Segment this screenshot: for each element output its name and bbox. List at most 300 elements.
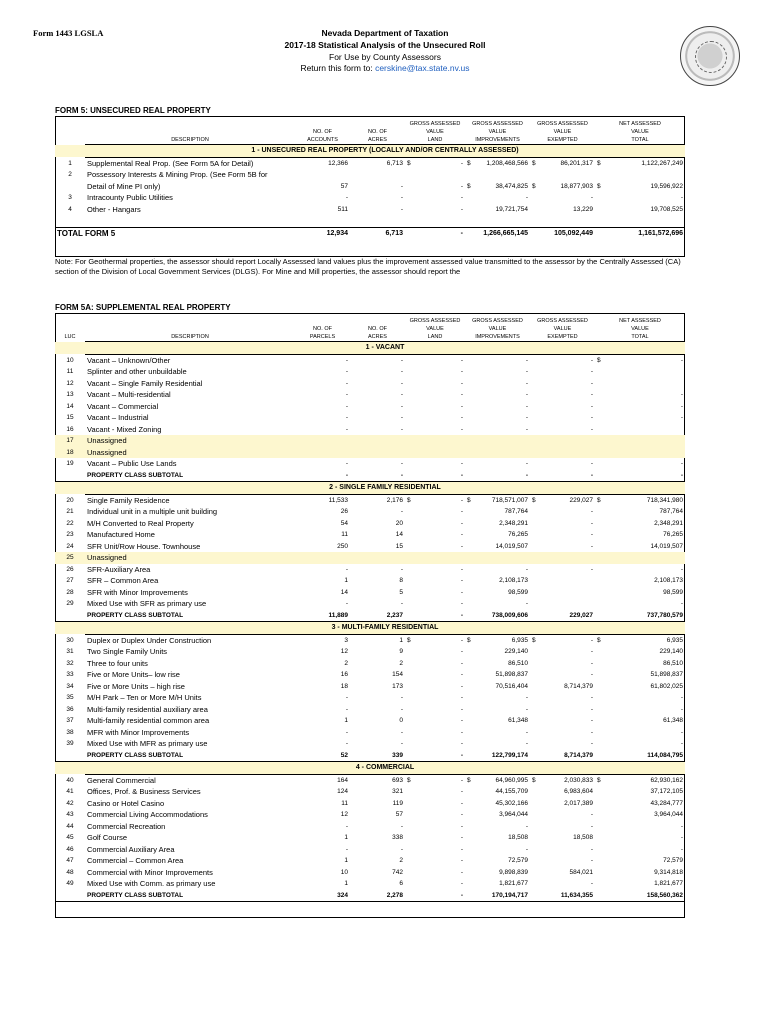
column-header: DESCRIPTION <box>171 137 209 143</box>
row-value: - <box>400 740 403 748</box>
row-value <box>530 598 595 610</box>
row-description: Mixed Use with Comm. as primary use <box>87 879 216 889</box>
row-value: 43,284,777 <box>650 799 683 807</box>
table-row <box>55 727 685 739</box>
form5a-header-row <box>55 317 685 325</box>
row-value: 51,898,837 <box>650 671 683 679</box>
row-value: 19,721,754 <box>495 205 528 213</box>
table-row <box>55 401 685 413</box>
table-row <box>55 192 685 204</box>
row-value: - <box>680 705 683 713</box>
section-band <box>55 622 685 635</box>
row-value: - <box>590 542 593 550</box>
row-value: - <box>400 460 403 468</box>
dollar-sign: $ <box>597 182 601 190</box>
row-value <box>405 552 465 564</box>
land-use-code: 11 <box>66 368 74 376</box>
row-value: - <box>460 205 463 213</box>
row-value: 787,764 <box>659 508 683 516</box>
table-row <box>55 715 685 727</box>
row-description: Splinter and other unbuildable <box>87 367 187 377</box>
row-value: - <box>400 508 403 516</box>
band-spacer <box>55 342 85 355</box>
row-value: - <box>680 402 683 410</box>
row-value: $ 718,571,007 <box>467 496 528 504</box>
row-value: 584,021 <box>569 868 593 876</box>
land-use-code: 43 <box>66 811 74 819</box>
row-description: Vacant – Unknown/Other <box>87 355 171 365</box>
form5a-table <box>55 317 685 902</box>
land-use-code: 23 <box>66 531 74 539</box>
land-use-code: 49 <box>66 880 74 888</box>
row-value: - <box>525 402 528 410</box>
row-value: - <box>525 425 528 433</box>
row-value: - <box>525 694 528 702</box>
table-row <box>55 786 685 798</box>
column-header: PARCELS <box>309 334 336 340</box>
column-header <box>85 325 295 333</box>
subtotal-value: - <box>405 470 465 482</box>
row-value: - <box>460 694 463 702</box>
land-use-code: 20 <box>66 496 74 504</box>
band-spacer <box>55 482 85 495</box>
band-spacer <box>55 762 85 775</box>
row-value: - <box>400 822 403 830</box>
column-header: GROSS ASSESSED <box>537 318 588 324</box>
row-description: M/H Converted to Real Property <box>87 518 194 528</box>
row-value <box>295 169 350 181</box>
row-description: Mixed Use with SFR as primary use <box>87 599 207 609</box>
row-value: 8 <box>399 577 403 585</box>
total-label: TOTAL FORM 5 <box>55 227 295 239</box>
table-row <box>55 832 685 844</box>
table-row <box>55 821 685 833</box>
table-row <box>55 541 685 553</box>
subtotal-value: - <box>595 470 685 482</box>
row-value: $ 6,935 <box>597 636 683 644</box>
row-number <box>55 181 85 193</box>
row-value: 14,019,507 <box>650 542 683 550</box>
row-value: 787,764 <box>504 508 528 516</box>
land-use-code: 35 <box>66 694 74 702</box>
total-value: 1,161,572,696 <box>595 227 685 239</box>
row-value: $ - <box>407 776 463 784</box>
dollar-sign: $ <box>532 159 536 167</box>
table-row <box>55 518 685 530</box>
row-value: - <box>460 194 463 202</box>
row-value <box>295 435 350 447</box>
row-value: - <box>525 600 528 608</box>
row-value: - <box>400 205 403 213</box>
row-value: 45,302,166 <box>495 799 528 807</box>
subtotal-row <box>55 890 685 902</box>
column-header <box>85 128 295 136</box>
table-row <box>55 704 685 716</box>
row-value: $ 86,201,317 <box>532 159 593 167</box>
dollar-sign: $ <box>532 776 536 784</box>
row-value: - <box>460 845 463 853</box>
subtotal-label: PROPERTY CLASS SUBTOTAL <box>85 470 295 482</box>
geothermal-note: Note: For Geothermal properties, the assessor should report Locally Assessed land values plus the improvement assessed value transmitted to the assessor by the Centrally Assessed (CA) section of the Division of Local Government Services (DLGS). For Mine and Mill properties, the assessor should report the <box>55 257 681 276</box>
row-value: 72,579 <box>663 857 683 865</box>
table-row <box>55 424 685 436</box>
column-header: NET ASSESSED <box>619 318 661 324</box>
subtotal-value: 229,027 <box>530 610 595 622</box>
row-value: - <box>590 694 593 702</box>
row-description: Commercial Living Accommodations <box>87 810 208 820</box>
row-value: 164 <box>337 776 348 784</box>
row-value: $ - <box>597 356 683 364</box>
row-description: Intracounty Public Utilities <box>87 193 173 203</box>
table-row <box>55 738 685 750</box>
row-value: 2 <box>344 659 348 667</box>
band-spacer <box>55 145 85 158</box>
row-value <box>595 552 685 564</box>
row-value <box>595 366 685 378</box>
row-value: - <box>460 425 463 433</box>
row-description: Unassigned <box>85 552 295 564</box>
subtotal-value: 2,237 <box>350 610 405 622</box>
row-value: - <box>460 379 463 387</box>
row-value: - <box>460 588 463 596</box>
row-value: 9,898,839 <box>499 868 528 876</box>
row-value: 742 <box>392 868 403 876</box>
row-description: SFR-Auxiliary Area <box>87 564 151 574</box>
row-value: 3,964,044 <box>499 811 528 819</box>
row-value: 693 <box>392 776 403 784</box>
subtotal-value: - <box>350 470 405 482</box>
row-value: - <box>590 811 593 819</box>
subtotal-value: 11,634,355 <box>530 890 595 902</box>
land-use-code: 21 <box>66 508 74 516</box>
total-value: 6,713 <box>350 227 405 239</box>
row-value: - <box>400 379 403 387</box>
table-row <box>55 494 685 506</box>
row-value: 338 <box>392 834 403 842</box>
column-header: IMPROVEMENTS <box>475 137 520 143</box>
row-value: 61,348 <box>508 717 528 725</box>
column-header: LAND <box>427 334 443 340</box>
row-value: - <box>400 694 403 702</box>
row-value: 86,510 <box>508 659 528 667</box>
column-header: VALUE <box>553 326 572 332</box>
land-use-code: 28 <box>66 588 74 596</box>
row-value: - <box>590 822 593 830</box>
row-value: - <box>460 565 463 573</box>
row-value: - <box>680 460 683 468</box>
row-value <box>530 587 595 599</box>
row-value: $ - <box>532 636 593 644</box>
dollar-sign: $ <box>597 496 601 504</box>
row-value: $ 18,877,903 <box>532 182 593 190</box>
form5a-header-row <box>55 333 685 342</box>
subtotal-label: PROPERTY CLASS SUBTOTAL <box>85 890 295 902</box>
row-value: 119 <box>392 799 403 807</box>
column-header <box>350 317 405 325</box>
row-value: 13,229 <box>573 205 593 213</box>
row-value: - <box>590 508 593 516</box>
row-description: Unassigned <box>85 447 295 459</box>
row-value: 14 <box>395 531 403 539</box>
row-value: 2,108,173 <box>654 577 683 585</box>
row-description: Commercial – Common Area <box>87 856 184 866</box>
row-value: 18,508 <box>508 834 528 842</box>
row-value: - <box>460 880 463 888</box>
column-header: VALUE <box>426 326 444 332</box>
row-value: - <box>400 728 403 736</box>
table-row <box>55 575 685 587</box>
subtotal-value: 114,084,795 <box>595 750 685 762</box>
table-row <box>55 692 685 704</box>
row-value: - <box>680 822 683 830</box>
row-value: - <box>525 414 528 422</box>
row-value: 229,140 <box>659 648 683 656</box>
column-header <box>55 325 85 333</box>
row-value: 14 <box>340 588 348 596</box>
row-value <box>295 552 350 564</box>
row-description: Vacant – Industrial <box>87 413 149 423</box>
land-use-code: 34 <box>66 682 74 690</box>
column-header: NO. OF <box>313 326 332 332</box>
row-value: 51,898,837 <box>495 671 528 679</box>
return-email-link[interactable]: cerskine@tax.state.nv.us <box>375 63 470 73</box>
row-value <box>530 575 595 587</box>
row-value: - <box>400 391 403 399</box>
row-value: - <box>460 717 463 725</box>
row-description: Vacant – Public Use Lands <box>87 459 177 469</box>
land-use-code: 36 <box>66 705 74 713</box>
subtotal-value: 339 <box>350 750 405 762</box>
row-value: 1 <box>344 857 348 865</box>
row-value <box>595 378 685 390</box>
row-value: 3,964,044 <box>654 811 683 819</box>
row-value: - <box>400 705 403 713</box>
document-subtitle: For Use by County Assessors <box>329 52 441 62</box>
state-seal-icon <box>680 26 740 86</box>
row-value: - <box>345 391 348 399</box>
row-value <box>405 435 465 447</box>
row-value: 124 <box>337 788 348 796</box>
table-row <box>55 204 685 216</box>
dollar-sign: $ <box>467 182 471 190</box>
row-value: 61,348 <box>663 717 683 725</box>
row-value: 18 <box>340 682 348 690</box>
land-use-code: 25 <box>55 552 85 564</box>
row-value: $ 19,596,922 <box>597 182 683 190</box>
table-row <box>55 435 685 447</box>
table-row <box>55 447 685 459</box>
row-value: $ 6,935 <box>467 636 528 644</box>
land-use-code: 29 <box>66 600 74 608</box>
row-description: General Commercial <box>87 775 156 785</box>
row-value: - <box>590 425 593 433</box>
column-header: GROSS ASSESSED <box>472 121 523 127</box>
row-value: - <box>525 845 528 853</box>
column-header: DESCRIPTION <box>171 334 209 340</box>
row-description: Multi-family residential common area <box>87 716 210 726</box>
dollar-sign: $ <box>407 159 411 167</box>
header-spacer <box>55 120 85 128</box>
subtotal-value: 170,194,717 <box>465 890 530 902</box>
column-header: VALUE <box>631 326 649 332</box>
row-value: 14,019,507 <box>495 542 528 550</box>
row-number: 1 <box>68 159 72 167</box>
column-header: GROSS ASSESSED <box>409 318 461 324</box>
row-value: - <box>345 414 348 422</box>
row-value: 5 <box>399 588 403 596</box>
land-use-code: 22 <box>66 519 74 527</box>
row-value: - <box>590 648 593 656</box>
subtotal-value: - <box>465 470 530 482</box>
table-row <box>55 181 685 193</box>
land-use-code: 46 <box>66 845 74 853</box>
subtotal-row <box>55 470 685 482</box>
row-value: 76,265 <box>663 531 683 539</box>
total-value: 105,092,449 <box>530 227 595 239</box>
row-value: 12 <box>340 648 348 656</box>
subtotal-value: 324 <box>295 890 350 902</box>
row-value: 12,366 <box>328 159 348 167</box>
subtotal-value: 52 <box>295 750 350 762</box>
row-value: - <box>345 822 348 830</box>
form5a-title: FORM 5A: SUPPLEMENTAL REAL PROPERTY <box>55 303 231 312</box>
row-value: - <box>590 705 593 713</box>
column-header: TOTAL <box>631 137 649 143</box>
row-description: Casino or Hotel Casino <box>87 798 165 808</box>
row-value: - <box>680 845 683 853</box>
section-band-title: 1 - UNSECURED REAL PROPERTY (LOCALLY AND/OR CENTRALLY ASSESSED) <box>85 145 685 158</box>
row-value: 173 <box>392 682 403 690</box>
row-description: Unassigned <box>85 435 295 447</box>
row-value: $ 62,930,162 <box>597 776 683 784</box>
column-header <box>350 120 405 128</box>
land-use-code: 18 <box>55 447 85 459</box>
subtotal-spacer <box>55 750 85 762</box>
land-use-code: 38 <box>66 728 74 736</box>
row-value: 76,265 <box>508 531 528 539</box>
land-use-code: 33 <box>66 671 74 679</box>
row-value: - <box>345 728 348 736</box>
row-value: 2,176 <box>386 496 403 504</box>
dollar-sign: $ <box>407 776 411 784</box>
dollar-sign: $ <box>597 159 601 167</box>
dollar-sign: $ <box>467 636 471 644</box>
row-value: - <box>460 857 463 865</box>
row-value: - <box>525 194 528 202</box>
row-value: 57 <box>340 182 348 190</box>
subtotal-value: 2,278 <box>350 890 405 902</box>
table-row <box>55 809 685 821</box>
agency-name: Nevada Department of Taxation <box>321 28 449 38</box>
row-value: - <box>345 705 348 713</box>
row-value: 229,140 <box>504 648 528 656</box>
row-value: 1 <box>399 636 403 644</box>
section-band <box>55 482 685 495</box>
row-value: 2,108,173 <box>499 577 528 585</box>
table-row <box>55 855 685 867</box>
land-use-code: 39 <box>66 740 74 748</box>
row-value: - <box>345 194 348 202</box>
land-use-code: 24 <box>66 542 74 550</box>
row-value: 321 <box>392 788 403 796</box>
subtotal-row <box>55 610 685 622</box>
row-value: - <box>590 402 593 410</box>
row-description: Detail of Mine PI only) <box>87 181 161 191</box>
form5-header-row <box>55 128 685 136</box>
subtotal-row <box>55 750 685 762</box>
row-value: $ 38,474,825 <box>467 182 528 190</box>
land-use-code: 45 <box>66 834 74 842</box>
row-value: 1 <box>344 717 348 725</box>
table-row <box>55 552 685 564</box>
subtotal-value: - <box>405 750 465 762</box>
column-header: EXEMPTED <box>547 334 578 340</box>
row-value: $ - <box>407 636 463 644</box>
column-header: IMPROVEMENTS <box>475 334 520 340</box>
row-value: 11 <box>341 531 348 539</box>
row-value: - <box>525 460 528 468</box>
column-header: VALUE <box>488 326 507 332</box>
column-header <box>85 317 295 325</box>
dollar-sign: $ <box>532 496 536 504</box>
row-value: 250 <box>337 542 348 550</box>
dollar-sign: $ <box>467 159 471 167</box>
land-use-code: 40 <box>66 776 74 784</box>
land-use-code: 26 <box>66 565 74 573</box>
return-prefix: Return this form to: <box>300 63 376 73</box>
row-value: $ 64,960,995 <box>467 776 528 784</box>
document-title: 2017-18 Statistical Analysis of the Unsecured Roll <box>284 40 486 50</box>
row-value: $ 1,122,267,249 <box>597 159 683 167</box>
column-header: VALUE <box>488 129 507 135</box>
row-value: - <box>460 682 463 690</box>
row-value: 37,172,105 <box>650 788 683 796</box>
row-value: - <box>345 425 348 433</box>
column-header <box>55 317 85 325</box>
row-value: - <box>680 565 683 573</box>
row-value: - <box>460 648 463 656</box>
row-value: 9 <box>399 648 403 656</box>
row-value: 6 <box>399 880 403 888</box>
row-value: $ - <box>407 159 463 167</box>
column-header: VALUE <box>426 129 444 135</box>
column-header: GROSS ASSESSED <box>409 121 461 127</box>
dollar-sign: $ <box>597 636 601 644</box>
row-description: Duplex or Duplex Under Construction <box>87 635 212 645</box>
row-value: - <box>460 705 463 713</box>
row-value: - <box>680 740 683 748</box>
row-value: - <box>345 460 348 468</box>
land-use-code: 48 <box>66 868 74 876</box>
column-header: NO. OF <box>313 129 332 135</box>
row-value: - <box>525 368 528 376</box>
row-value: - <box>590 460 593 468</box>
row-value <box>350 552 405 564</box>
row-value: - <box>460 508 463 516</box>
row-value: - <box>345 694 348 702</box>
subtotal-value: - <box>295 470 350 482</box>
row-value: - <box>525 740 528 748</box>
row-value: 86,510 <box>663 659 683 667</box>
subtotal-value: 122,799,174 <box>465 750 530 762</box>
row-value: - <box>460 542 463 550</box>
table-row <box>55 681 685 693</box>
row-value: 1 <box>344 880 348 888</box>
row-value: - <box>590 414 593 422</box>
dollar-sign: $ <box>597 356 601 364</box>
row-value: 2 <box>399 659 403 667</box>
land-use-code: 15 <box>66 414 74 422</box>
